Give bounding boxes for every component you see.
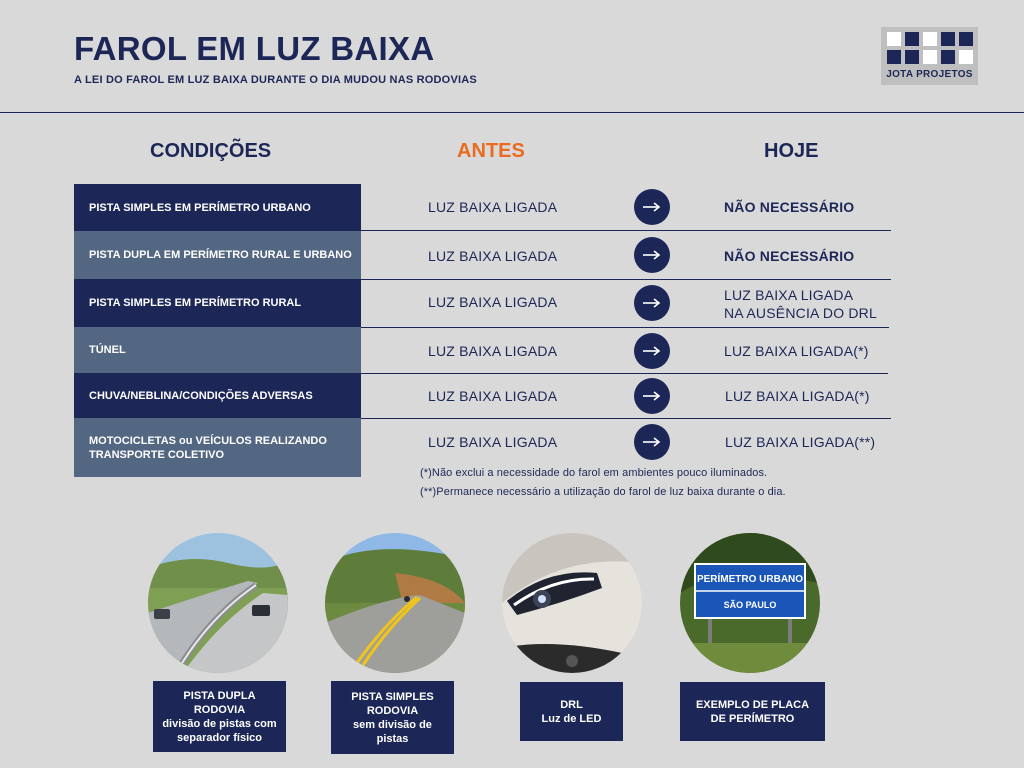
arrow-icon [634,189,670,225]
before-cell: LUZ BAIXA LIGADA [428,248,558,264]
before-cell: LUZ BAIXA LIGADA [428,388,558,404]
condition-cell [74,418,361,477]
photo-dual-highway [148,533,288,673]
today-cell: NÃO NECESSÁRIO [724,248,855,264]
photo-single-road [325,533,465,673]
footnote: (**)Permanece necessário a utilização do farol de luz baixa durante o dia. [420,486,786,498]
sign-line: SÃO PAULO [723,600,777,610]
caption-line: PISTA SIMPLES [351,690,434,703]
page-title: FAROL EM LUZ BAIXA [74,30,435,67]
logo-grid-icon [887,32,973,66]
arrow-icon [634,378,670,414]
condition-cell: CHUVA/NEBLINA/CONDIÇÕES ADVERSAS [74,373,361,418]
page-subtitle: A LEI DO FAROL EM LUZ BAIXA DURANTE O DIA MUDOU NAS RODOVIAS [74,74,477,86]
condition-cell: PISTA SIMPLES EM PERÍMETRO URBANO [74,184,361,231]
caption-line: sem divisão de [353,718,432,731]
column-header-before: ANTES [457,140,525,162]
caption-line: separador físico [177,731,262,744]
caption-line: pistas [376,732,409,745]
condition-line: TRANSPORTE COLETIVO [89,448,225,461]
caption-drl [520,682,623,741]
today-cell: LUZ BAIXA LIGADA(*) [724,343,869,359]
caption-line: PISTA DUPLA [183,689,256,702]
caption-single-road [331,681,454,754]
today-cell [724,286,877,322]
row-divider [361,418,891,419]
row-divider [361,327,889,328]
caption-line: Luz de LED [541,712,602,725]
column-header-today: HOJE [764,140,819,162]
photo-perimeter-sign [680,533,820,673]
condition-cell: TÚNEL [74,327,361,373]
caption-perimeter-sign [680,682,825,741]
row-divider [361,279,891,280]
row-divider [361,373,888,374]
header-divider [0,112,1024,113]
before-cell: LUZ BAIXA LIGADA [428,199,558,215]
today-line: LUZ BAIXA LIGADA [724,287,854,303]
arrow-icon [634,285,670,321]
logo-text: JOTA PROJETOS [886,69,973,80]
jota-projetos-logo [881,27,978,85]
caption-line: EXEMPLO DE PLACA [695,698,810,711]
caption-line: DE PERÍMETRO [710,712,795,725]
column-header-conditions: CONDIÇÕES [150,140,272,162]
today-cell: LUZ BAIXA LIGADA(*) [725,388,870,404]
caption-line: divisão de pistas com [162,717,277,730]
row-divider [361,230,891,231]
sign-line: PERÍMETRO URBANO [696,574,804,585]
arrow-icon [634,424,670,460]
condition-line: MOTOCICLETAS ou VEÍCULOS REALIZANDO [89,434,327,447]
caption-line: RODOVIA [366,704,419,717]
condition-cell: PISTA SIMPLES EM PERÍMETRO RURAL [74,279,361,327]
today-line: NA AUSÊNCIA DO DRL [724,305,877,321]
arrow-icon [634,237,670,273]
footnote: (*)Não exclui a necessidade do farol em ambientes pouco iluminados. [420,467,768,479]
before-cell: LUZ BAIXA LIGADA [428,434,558,450]
caption-line: RODOVIA [193,703,246,716]
today-cell: LUZ BAIXA LIGADA(**) [725,434,876,450]
caption-dual-highway [153,681,286,752]
caption-line: DRL [560,698,583,711]
before-cell: LUZ BAIXA LIGADA [428,343,558,359]
photo-drl-headlight [502,533,642,673]
before-cell: LUZ BAIXA LIGADA [428,294,558,310]
today-cell: NÃO NECESSÁRIO [724,199,855,215]
arrow-icon [634,333,670,369]
condition-cell: PISTA DUPLA EM PERÍMETRO RURAL E URBANO [74,231,361,279]
